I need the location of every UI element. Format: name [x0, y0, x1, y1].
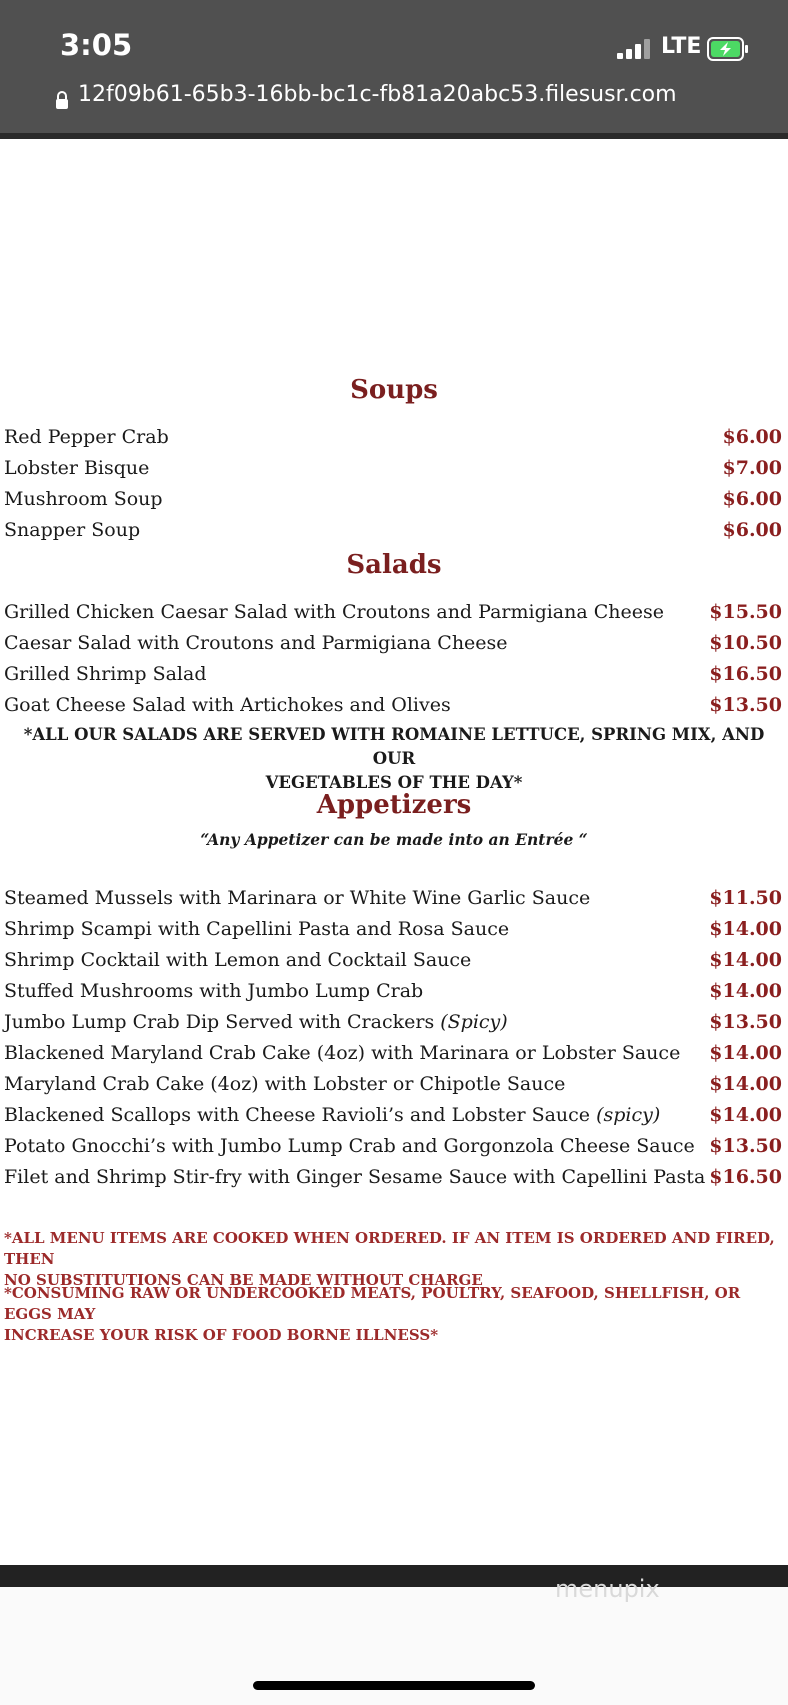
item-name: Jumbo Lump Crab Dip Served with Crackers (Spicy)	[4, 1011, 508, 1033]
lock-icon	[55, 90, 69, 110]
menu-item	[4, 488, 784, 516]
item-price: $6.00	[722, 426, 782, 448]
bottom-bar	[0, 1565, 788, 1587]
item-name: Blackened Scallops with Cheese Ravioli’s and Lobster Sauce (spicy)	[4, 1104, 661, 1126]
item-name: Lobster Bisque	[4, 457, 150, 479]
network-type: LTE	[661, 34, 702, 59]
battery-charging-icon	[707, 37, 749, 61]
item-price: $16.50	[709, 663, 782, 685]
item-name: Blackened Maryland Crab Cake (4oz) with Marinara or Lobster Sauce	[4, 1042, 681, 1064]
item-name: Red Pepper Crab	[4, 426, 169, 448]
item-name: Stuffed Mushrooms with Jumbo Lump Crab	[4, 980, 424, 1002]
item-price: $13.50	[709, 694, 782, 716]
item-name: Goat Cheese Salad with Artichokes and Olives	[4, 694, 451, 716]
item-name: Steamed Mussels with Marinara or White Wine Garlic Sauce	[4, 887, 591, 909]
item-price: $6.00	[722, 488, 782, 510]
home-indicator[interactable]	[253, 1681, 535, 1690]
item-name: Mushroom Soup	[4, 488, 163, 510]
item-price: $10.50	[709, 632, 782, 654]
soups-heading: Soups	[350, 375, 438, 405]
item-name: Grilled Chicken Caesar Salad with Croutons and Parmigiana Cheese	[4, 601, 664, 623]
item-price: $14.00	[709, 1104, 782, 1126]
menu-item	[4, 1104, 784, 1132]
item-price: $13.50	[709, 1011, 782, 1033]
item-price: $14.00	[709, 949, 782, 971]
item-price: $16.50	[709, 1166, 782, 1188]
item-price: $13.50	[709, 1135, 782, 1157]
item-name: Shrimp Cocktail with Lemon and Cocktail Sauce	[4, 949, 472, 971]
menu-item	[4, 980, 784, 1008]
menu-item	[4, 694, 784, 722]
item-price: $7.00	[722, 457, 782, 479]
menu-item	[4, 519, 784, 547]
top-bar-divider	[0, 133, 788, 139]
item-price: $15.50	[709, 601, 782, 623]
appetizers-subtitle: “Any Appetizer can be made into an Entrée “	[200, 830, 588, 849]
status-time: 3:05	[60, 28, 133, 62]
item-price: $14.00	[709, 918, 782, 940]
signal-strength-icon	[617, 39, 657, 59]
salads-note	[0, 723, 788, 795]
item-name: Snapper Soup	[4, 519, 141, 541]
menu-item	[4, 632, 784, 660]
item-name: Grilled Shrimp Salad	[4, 663, 207, 685]
item-name: Maryland Crab Cake (4oz) with Lobster or Chipotle Sauce	[4, 1073, 566, 1095]
menu-item	[4, 1011, 784, 1039]
watermark-logo: menupix	[555, 1575, 660, 1603]
disclaimer-line: NO SUBSTITUTIONS CAN BE MADE WITHOUT CHARGE	[4, 1271, 483, 1289]
disclaimer-line: *ALL MENU ITEMS ARE COOKED WHEN ORDERED. IF AN ITEM IS ORDERED AND FIRED, THEN	[4, 1229, 775, 1268]
disclaimer-line: *CONSUMING RAW OR UNDERCOOKED MEATS, POULTRY, SEAFOOD, SHELLFISH, OR EGGS MAY	[4, 1284, 741, 1323]
menu-item	[4, 457, 784, 485]
cooking-disclaimer	[4, 1228, 784, 1291]
menu-item	[4, 663, 784, 691]
food-safety-disclaimer	[4, 1283, 784, 1346]
menu-item	[4, 1135, 784, 1163]
item-price: $14.00	[709, 1042, 782, 1064]
item-name: Shrimp Scampi with Capellini Pasta and Rosa Sauce	[4, 918, 510, 940]
item-name: Filet and Shrimp Stir-fry with Ginger Sesame Sauce with Capellini Pasta	[4, 1166, 706, 1188]
item-price: $14.00	[709, 980, 782, 1002]
menu-item	[4, 601, 784, 629]
item-name: Potato Gnocchi’s with Jumbo Lump Crab and Gorgonzola Cheese Sauce	[4, 1135, 695, 1157]
salads-note-line: *ALL OUR SALADS ARE SERVED WITH ROMAINE LETTUCE, SPRING MIX, AND OUR	[23, 725, 765, 768]
item-price: $11.50	[709, 887, 782, 909]
menu-item	[4, 1042, 784, 1070]
disclaimer-line: INCREASE YOUR RISK OF FOOD BORNE ILLNESS*	[4, 1326, 439, 1344]
appetizers-heading: Appetizers	[316, 790, 472, 820]
menu-item	[4, 918, 784, 946]
menu-item	[4, 426, 784, 454]
item-price: $14.00	[709, 1073, 782, 1095]
item-price: $6.00	[722, 519, 782, 541]
salads-note-line: VEGETABLES OF THE DAY*	[265, 773, 523, 792]
salads-heading: Salads	[346, 550, 442, 580]
menu-item	[4, 1073, 784, 1101]
menu-item	[4, 887, 784, 915]
menu-item	[4, 949, 784, 977]
url-text[interactable]: 12f09b61-65b3-16bb-bc1c-fb81a20abc53.filesusr.com	[78, 82, 677, 107]
item-name: Caesar Salad with Croutons and Parmigiana Cheese	[4, 632, 508, 654]
menu-item	[4, 1166, 784, 1194]
